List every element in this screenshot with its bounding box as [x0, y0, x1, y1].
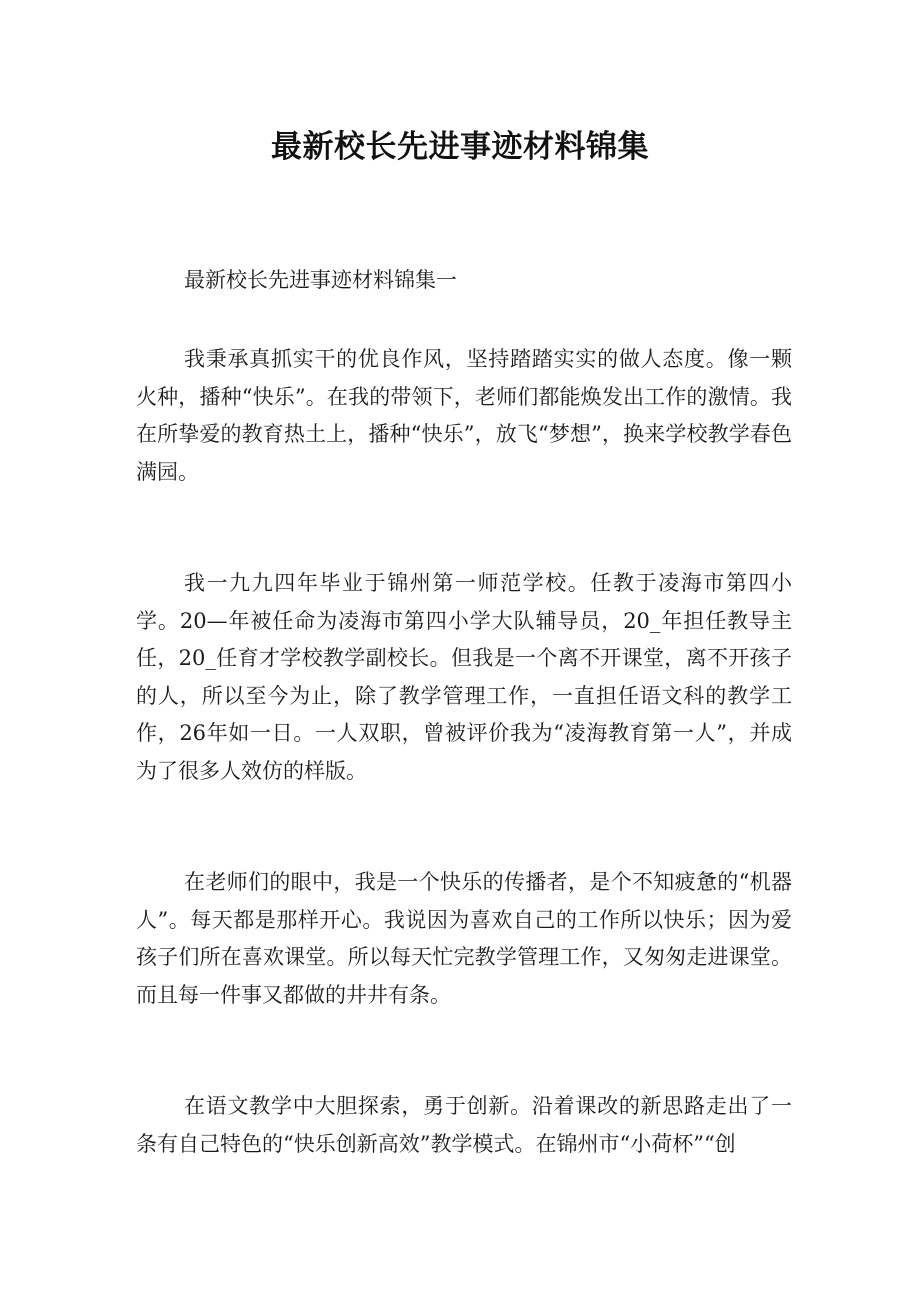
- paragraph-4: 在语文教学中大胆探索，勇于创新。沿着课改的新思路走出了一条有自己特色的“快乐创新高效”教学模式。在锦州市“小荷杯”“创: [136, 1094, 792, 1156]
- paragraph-1: 我秉承真抓实干的优良作风，坚持踏踏实实的做人态度。像一颗火种，播种“快乐”。在我的带领下，老师们都能焕发出工作的激情。我在所挚爱的教育热土上，播种“快乐”，放飞“梦想”，换来学校教学春色满园。: [136, 347, 792, 484]
- document-title: 最新校长先进事迹材料锦集: [271, 129, 649, 165]
- paragraph-3: 在老师们的眼中，我是一个快乐的传播者，是个不知疲惫的“机器人”。每天都是那样开心。我说因为喜欢自己的工作所以快乐；因为爱孩子们所在喜欢课堂。所以每天忙完教学管理工作，又匆匆走进课堂。而且每一件事又都做的井井有条。: [136, 870, 792, 1007]
- section-subtitle: 最新校长先进事迹材料锦集一: [184, 268, 457, 292]
- paragraph-2: 我一九九四年毕业于锦州第一师范学校。任教于凌海市第四小学。20—年被任命为凌海市第四小学大队辅导员，20_年担任教导主任，20_任育才学校教学副校长。但我是一个离不开课堂，离不开孩子的人，所以至今为止，除了教学管理工作，一直担任语文科的教学工作，26年如一日。一人双职，曾被评价我为“凌海教育第一人”，并成为了很多人效仿的样版。: [136, 571, 792, 783]
